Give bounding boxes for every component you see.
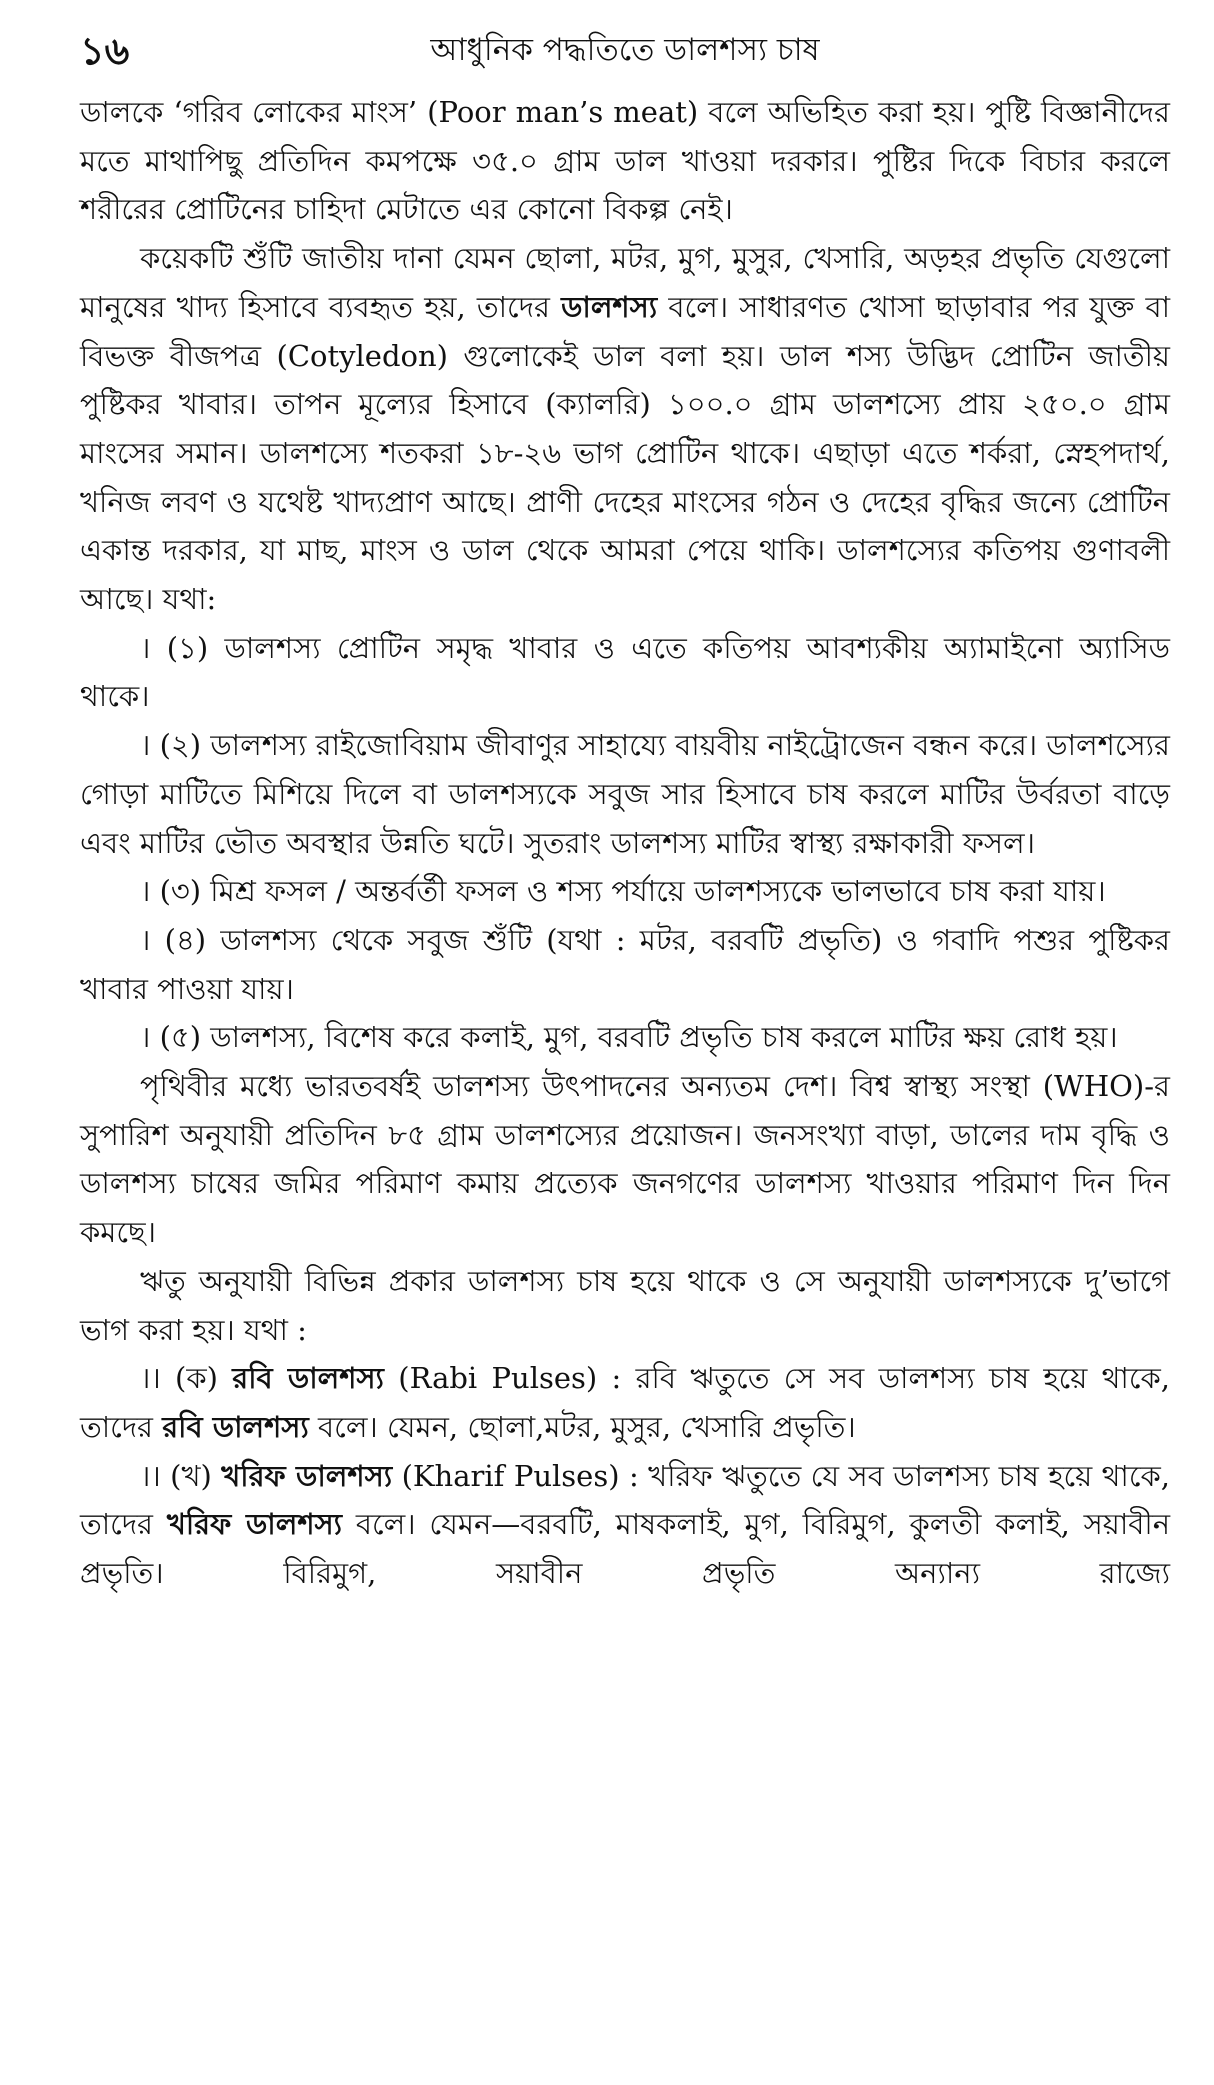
- bold-term: ডালশস্য: [561, 289, 658, 324]
- text-run: (Rabi Pulses) : রবি ঋতুতে সে সব ডালশস্য চাষ হয়ে থাকে, তাদের: [80, 1361, 1170, 1444]
- text-run: ।। (ক): [140, 1361, 233, 1396]
- text-run: (Kharif Pulses) : খরিফ ঋতুতে যে সব ডালশস্য চাষ হয়ে থাকে, তাদের: [80, 1458, 1170, 1542]
- paragraph: [80, 1013, 1170, 1062]
- paragraph: [80, 624, 1170, 721]
- bold-term: রবি ডালশস্য: [232, 1361, 384, 1396]
- text-run: । (৩) মিশ্র ফসল / অন্তর্বর্তী ফসল ও শস্য পর্যায়ে ডালশস্যকে ভালভাবে চাষ করা যায়।: [140, 874, 1106, 909]
- text-run: কয়েকটি শুঁটি জাতীয় দানা যেমন ছোলা, মটর, মুগ, মুসুর, খেসারি, অড়হর প্রভৃতি যেগুলো মানুষের খাদ্য হিসাবে ব্যবহৃত হয়, তাদের: [80, 241, 1170, 324]
- bold-term: খরিফ ডালশস্য: [221, 1458, 393, 1493]
- text-run: বলে। যেমন—বরবটি, মাষকলাই, মুগ, বিরিমুগ, কুলতী কলাই, সয়াবীন প্রভৃতি। বিরিমুগ, সয়াবীন প্রভৃতি অন্যান্য রাজ্যে: [80, 1507, 1171, 1591]
- running-title: আধুনিক পদ্ধতিতে ডালশস্য চাষ: [430, 32, 820, 68]
- body-text: [80, 88, 1170, 1598]
- paragraph: [80, 234, 1170, 624]
- paragraph: [80, 1452, 1170, 1598]
- text-run: । (১) ডালশস্য প্রোটিন সমৃদ্ধ খাবার ও এতে কতিপয় আবশ্যকীয় অ্যামাইনো অ্যাসিড থাকে।: [80, 630, 1170, 714]
- text-run: । (২) ডালশস্য রাইজোবিয়াম জীবাণুর সাহায্যে বায়বীয় নাইট্রোজেন বন্ধন করে। ডালশস্যের গোড়া মাটিতে মিশিয়ে দিলে বা ডালশস্যকে সবুজ সার হিসাবে চাষ করলে মাটির উর্বরতা বাড়ে এবং মাটির ভৌত অবস্থার উন্নতি ঘটে। সুতরাং ডালশস্য মাটির স্বাস্থ্য রক্ষাকারী ফসল।: [80, 728, 1170, 860]
- text-run: বলে। সাধারণত খোসা ছাড়াবার পর যুক্ত বা বিভক্ত বীজপত্র (Cotyledon) গুলোকেই ডাল বলা হয়। ডাল শস্য উদ্ভিদ প্রোটিন জাতীয় পুষ্টিকর খাবার। তাপন মূল্যের হিসাবে (ক্যালরি) ১০০.০ গ্রাম ডালশস্যে প্রায় ২৫০.০ গ্রাম মাংসের সমান। ডালশস্যে শতকরা ১৮-২৬ ভাগ প্রোটিন থাকে। এছাড়া এতে শর্করা, স্নেহপদার্থ, খনিজ লবণ ও যথেষ্ট খাদ্যপ্রাণ আছে। প্রাণী দেহের মাংসের গঠন ও দেহের বৃদ্ধির জন্যে প্রোটিন একান্ত দরকার, যা মাছ, মাংস ও ডাল থেকে আমরা পেয়ে থাকি। ডালশস্যের কতিপয় গুণাবলী আছে। যথা:: [80, 289, 1170, 617]
- bold-term: রবি ডালশস্য: [162, 1409, 309, 1444]
- paragraph: [80, 1354, 1170, 1451]
- text-run: ঋতু অনুযায়ী বিভিন্ন প্রকার ডালশস্য চাষ হয়ে থাকে ও সে অনুযায়ী ডালশস্যকে দু’ভাগে ভাগ করা হয়। যথা :: [80, 1263, 1170, 1347]
- paragraph: [80, 867, 1170, 916]
- text-run: পৃথিবীর মধ্যে ভারতবর্ষই ডালশস্য উৎপাদনের অন্যতম দেশ। বিশ্ব স্বাস্থ্য সংস্থা (WHO)-র সুপারিশ অনুযায়ী প্রতিদিন ৮৫ গ্রাম ডালশস্যের প্রয়োজন। জনসংখ্যা বাড়া, ডালের দাম বৃদ্ধি ও ডালশস্য চাষের জমির পরিমাণ কমায় প্রত্যেক জনগণের ডালশস্য খাওয়ার পরিমাণ দিন দিন কমছে।: [80, 1069, 1170, 1250]
- text-run: বলে। যেমন, ছোলা,মটর, মুসুর, খেসারি প্রভৃতি।: [308, 1409, 856, 1444]
- page-number: ১৬: [80, 28, 130, 73]
- text-run: ডালকে ‘গরিব লোকের মাংস’ (Poor man’s meat) বলে অভিহিত করা হয়। পুষ্টি বিজ্ঞানীদের মতে মাথাপিছু প্রতিদিন কমপক্ষে ৩৫.০ গ্রাম ডাল খাওয়া দরকার। পুষ্টির দিকে বিচার করলে শরীরের প্রোটিনের চাহিদা মেটাতে এর কোনো বিকল্প নেই।: [80, 95, 1170, 227]
- paragraph: [80, 88, 1170, 234]
- running-header: [80, 22, 1170, 74]
- paragraph: [80, 721, 1170, 867]
- text-run: ।। (খ): [140, 1458, 222, 1493]
- text-run: । (৫) ডালশস্য, বিশেষ করে কলাই, মুগ, বরবটি প্রভৃতি চাষ করলে মাটির ক্ষয় রোধ হয়।: [140, 1020, 1118, 1055]
- paragraph: [80, 1062, 1170, 1257]
- bold-term: খরিফ ডালশস্য: [166, 1507, 343, 1542]
- paragraph: [80, 1257, 1170, 1354]
- paragraph: [80, 916, 1170, 1013]
- text-run: । (৪) ডালশস্য থেকে সবুজ শুঁটি (যথা : মটর, বরবটি প্রভৃতি) ও গবাদি পশুর পুষ্টিকর খাবার পাওয়া যায়।: [80, 922, 1170, 1006]
